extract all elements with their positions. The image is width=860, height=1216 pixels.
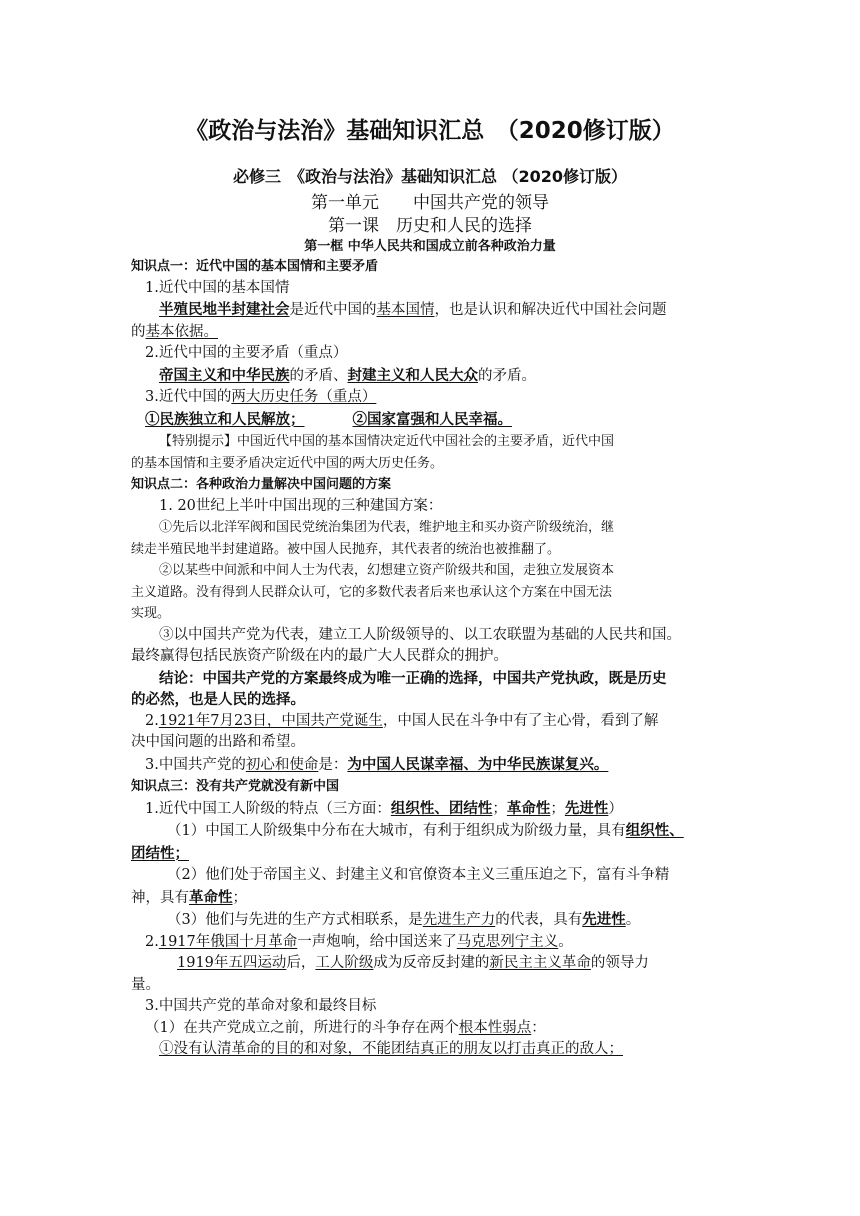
- paragraph: 2.近代中国的主要矛盾（重点）: [145, 345, 348, 361]
- paragraph: [131, 887, 731, 910]
- text: 的代表，具有: [495, 912, 583, 928]
- paragraph: 实现。: [131, 606, 171, 621]
- paragraph: [131, 409, 731, 432]
- conclusion: 结论：中国共产党的方案最终成为唯一正确的选择，中国共产党执政，既是历史: [159, 669, 667, 687]
- text: 神，具有: [131, 889, 189, 906]
- paragraph: [131, 1039, 731, 1061]
- paragraph: [131, 909, 731, 932]
- key-term: ②国家富强和人民幸福。: [352, 410, 512, 428]
- text: 是：: [318, 756, 348, 773]
- key-term: 封建主义和人民大众: [347, 366, 478, 384]
- paragraph: 1. 20世纪上半叶中国出现的三种建国方案：: [159, 497, 443, 514]
- text: ；: [232, 889, 247, 906]
- key-term: 马克思列宁主义: [456, 933, 559, 950]
- key-term: 先进生产力: [422, 912, 496, 928]
- text: 的矛盾、: [289, 367, 348, 384]
- text: ，中国人民在斗争中有了主心骨，看到了解: [382, 712, 659, 729]
- key-term: 根本性弱点: [458, 1019, 532, 1036]
- knowledge-point-heading: 知识点一：近代中国的基本国情和主要矛盾: [131, 259, 379, 274]
- text: ，也是认识和解决近代中国社会问题: [434, 302, 667, 318]
- paragraph: 3.中国共产党的革命对象和最终目标: [145, 998, 377, 1014]
- key-term: 组织性、团结性: [390, 799, 493, 817]
- key-term: 团结性；: [131, 844, 189, 862]
- paragraph: [131, 754, 731, 777]
- document-body: [131, 256, 731, 1061]
- text: ；: [550, 800, 565, 817]
- paragraph: [131, 322, 731, 344]
- text: 3.近代中国的: [145, 389, 232, 405]
- key-term: 1919年五四运动: [177, 955, 287, 971]
- key-term: 先进性: [582, 911, 626, 928]
- text: 成为反帝反封建的: [373, 955, 490, 971]
- text: ）: [608, 800, 623, 817]
- text: 的领导力: [590, 955, 649, 971]
- paragraph: 1.近代中国的基本国情: [145, 279, 290, 296]
- text: 后，: [286, 955, 316, 971]
- paragraph: （2）他们处于帝国主义、封建主义和官僚资本主义三重压迫之下，富有斗争精: [167, 867, 670, 883]
- lesson-heading: 第一课 历史和人民的选择: [328, 216, 532, 236]
- text: （1）中国工人阶级集中分布在大城市，有利于组织成为阶级力量，具有: [167, 823, 626, 839]
- paragraph: [131, 953, 731, 975]
- key-term: ①没有认清革命的目的和对象，不能团结真正的朋友以打击真正的敌人；: [159, 1041, 623, 1057]
- text: ；: [492, 800, 507, 817]
- frame-heading: 第一框 中华人民共和国成立前各种政治力量: [304, 239, 556, 254]
- key-term: 两大历史任务（重点）: [231, 389, 377, 405]
- paragraph: ①先后以北洋军阀和国民党统治集团为代表，维护地主和买办资产阶级统治，继: [159, 520, 615, 535]
- paragraph: 最终赢得包括民族资产阶级在内的最广大人民群众的拥护。: [131, 648, 508, 664]
- key-term: 基本国情: [376, 302, 435, 318]
- document-title: 《政治与法治》基础知识汇总 （2020修订版）: [185, 118, 675, 144]
- key-term: 工人阶级: [315, 955, 374, 971]
- paragraph: [131, 798, 731, 821]
- text: ：: [531, 1019, 546, 1036]
- paragraph: [131, 711, 731, 733]
- paragraph: ②以某些中间派和中间人士为代表，幻想建立资产阶级共和国，走独立发展资本: [159, 563, 615, 578]
- key-term: 1921年7月23日，中国共产党诞生: [158, 712, 383, 729]
- key-term: 组织性、: [625, 822, 684, 839]
- key-term: ①民族独立和人民解放；: [145, 410, 305, 428]
- paragraph: [131, 1018, 731, 1040]
- knowledge-point-heading: 知识点二：各种政治力量解决中国问题的方案: [131, 477, 392, 492]
- paragraph: [131, 932, 731, 954]
- text: 的矛盾。: [478, 367, 536, 384]
- key-term: 初心和使命: [245, 756, 319, 773]
- text: 2.: [145, 712, 159, 729]
- document-subtitle: 必修三 《政治与法治》基础知识汇总 （2020修订版）: [232, 167, 628, 186]
- text: （1）在共产党成立之前，所进行的斗争存在两个: [145, 1019, 459, 1036]
- key-term: 先进性: [564, 799, 609, 817]
- paragraph: [131, 365, 731, 388]
- key-term: 新民主主义革命: [489, 955, 591, 971]
- text: 。: [558, 933, 573, 950]
- paragraph: [131, 387, 731, 409]
- key-term: 为中国人民谋幸福、为中华民族谋复兴。: [347, 755, 609, 773]
- text: 的: [131, 323, 146, 340]
- paragraph: 续走半殖民地半封建道路。被中国人民抛弃，其代表者的统治也被推翻了。: [131, 541, 561, 557]
- unit-heading: 第一单元 中国共产党的领导: [311, 193, 549, 213]
- paragraph: [131, 843, 731, 866]
- key-term: 帝国主义和中华民族: [159, 366, 290, 384]
- conclusion: 的必然，也是人民的选择。: [131, 691, 305, 708]
- paragraph: ③以中国共产党为代表，建立工人阶级领导的、以工农联盟为基础的人民共和国。: [159, 626, 681, 643]
- key-term: 1917年俄国十月革命: [158, 933, 298, 950]
- text: （3）他们与先进的生产方式相联系，是: [167, 912, 423, 928]
- knowledge-point-heading: 知识点三：没有共产党就没有新中国: [131, 779, 340, 794]
- text: 一声炮响，给中国送来了: [297, 933, 457, 950]
- key-term: 基本依据。: [145, 323, 218, 340]
- paragraph: 决中国问题的出路和希望。: [131, 734, 305, 750]
- paragraph: [131, 299, 731, 322]
- paragraph: 的基本国情和主要矛盾决定近代中国的两大历史任务。: [131, 455, 444, 471]
- key-term: 半殖民地半封建社会: [159, 301, 290, 318]
- paragraph: 主义道路。没有得到人民群众认可，它的多数代表者后来也承认这个方案在中国无法: [131, 584, 613, 600]
- key-term: 革命性: [506, 799, 551, 817]
- paragraph: 【特别提示】中国近代中国的基本国情决定近代中国社会的主要矛盾，近代中国: [159, 434, 615, 449]
- key-term: 革命性: [189, 888, 233, 906]
- paragraph: 量。: [131, 976, 160, 993]
- text: 1.近代中国工人阶级的特点（三方面：: [145, 800, 391, 817]
- text: 3.中国共产党的: [145, 756, 246, 773]
- text: 是近代中国的: [289, 302, 377, 318]
- text: 2.: [145, 933, 159, 950]
- paragraph: [131, 820, 731, 843]
- text: 。: [625, 912, 641, 928]
